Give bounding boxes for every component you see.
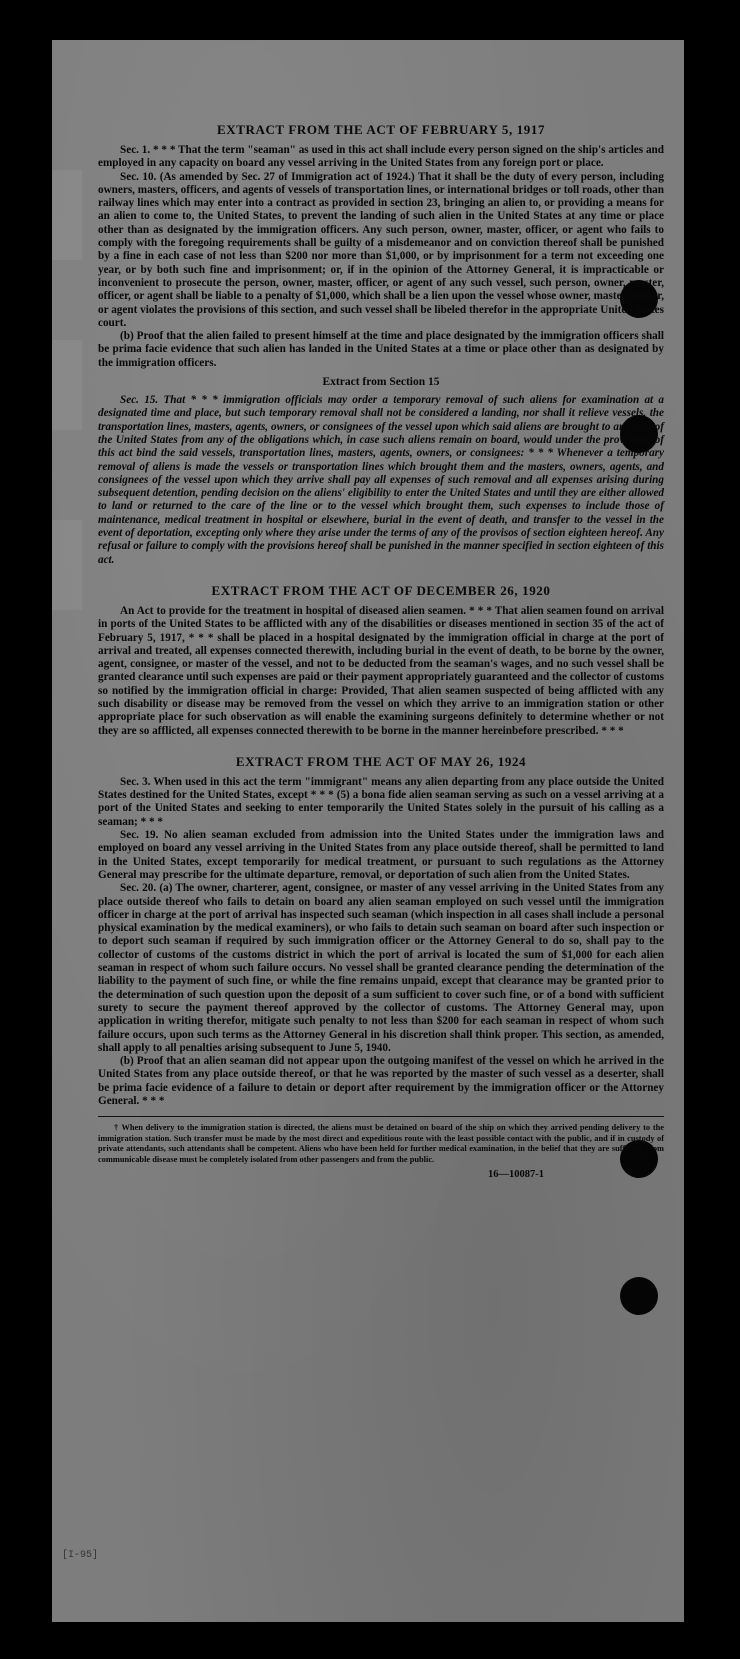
paragraph: Sec. 20. (a) The owner, charterer, agent, consignee, or master of any vessel arriving in the United States from any place outside thereof who fails to detain on board any alien seaman employed on such vessel until the immigration officer in charge at the port of arrival has inspected such seaman (which inspection in all cases shall include a personal physical examination by the medical examiners), or who fails to detain such seaman on board after such inspection or to deport such seaman if required by such immigration officer or the Attorney General to do so, shall pay to the collector of customs of the customs district in which the port of arrival is located the sum of $1,000 for each alien seaman in respect of whom such failure occurs. No vessel shall be granted clearance pending the determination of the liability to the payment of such fine, or while the fine remains unpaid, except that clearance may be granted prior to the determination of such question upon the deposit of a sum sufficient to cover such fine, or of a bond with sufficient surety to secure the payment thereof approved by the collector of customs. The Attorney General may, upon application in writing therefor, mitigate such penalty to not less than $200 for each seaman in respect of whom such failure occurs, upon such terms as the Attorney General in his discretion shall think proper. This section, as amended, shall apply to all penalties arising subsequent to June 5, 1940. [98, 882, 664, 1054]
punch-hole [620, 1277, 658, 1315]
paragraph: (b) Proof that an alien seaman did not appear upon the outgoing manifest of the vessel on which he arrived in the United States from any place outside thereof, or that he was reported by the master of such vessel as a deserter, shall be prima facie evidence of a failure to detain or deport after requirement by the immigration officer or the Attorney General. * * * [98, 1055, 664, 1107]
section-heading: EXTRACT FROM THE ACT OF MAY 26, 1924 [235, 753, 527, 769]
paragraph: Sec. 10. (As amended by Sec. 27 of Immigration act of 1924.) That it shall be the duty of every person, including owners, masters, officers, and agents of vessels of transportation lines, or international bridges or toll roads, other than railway lines which may enter into a contract as provided in section 23, bringing an alien to, or providing a means for an alien to come to, the United States, to prevent the landing of such alien in the United States at any time or place other than as designated by the immigration officers. Any such person, owner, master, officer, or agent who fails to comply with the foregoing requirements shall be guilty of a misdemeanor and on conviction thereof shall be punished by a fine in each case of not less than $200 nor more than $1,000, or by imprisonment for a term not exceeding one year, or by both such fine and imprisonment; or, if in the opinion of the Attorney General, it is impracticable or inconvenient to prosecute the person, owner, master, officer, or agent of any such vessel, such person, owner, master, officer, or agent shall be liable to a penalty of $1,000, which shall be a lien upon the vessel whose owner, master, officer, or agent violates the provisions of this section, and such vessel shall be libeled therefor in the appropriate United States court. [98, 170, 664, 329]
paragraph: Sec. 19. No alien seaman excluded from admission into the United States under the immigration laws and employed on board any vessel arriving in the United States from any place outside thereof, shall be permitted to land in the United States, except temporarily for medical treatment, or pursuant to such regulations as the Attorney General may prescribe for the ultimate departure, removal, or deportation of such alien from the United States. [98, 829, 664, 881]
document-text [98, 122, 664, 1180]
paragraph: (b) Proof that the alien failed to present himself at the time and place designated by the immigration officers shall be prima facie evidence that such alien has landed in the United States at a time or place other than as designated by the immigration officers. [98, 330, 664, 369]
document-page [52, 40, 684, 1622]
binding-tab [52, 170, 82, 260]
footnote-divider [98, 1116, 664, 1117]
binding-tab [52, 340, 82, 430]
form-number: 16—10087-1 [488, 1168, 544, 1180]
binding-tab [52, 520, 82, 610]
section-heading: EXTRACT FROM THE ACT OF FEBRUARY 5, 1917 [216, 122, 546, 137]
paragraph: Sec. 3. When used in this act the term "immigrant" means any alien departing from any place outside the United States destined for the United States, except * * * (5) a bona fide alien seaman serving as such on a vessel arriving at a port of the United States and seeking to enter temporarily the United States solely in the pursuit of his calling as a seaman; * * * [98, 775, 664, 828]
corner-stamp: [I-95] [62, 1550, 99, 1561]
section-heading: EXTRACT FROM THE ACT OF DECEMBER 26, 1920 [211, 582, 551, 598]
section-heading: Extract from Section 15 [322, 376, 440, 389]
paragraph: An Act to provide for the treatment in hospital of diseased alien seamen. * * * That alien seamen found on arrival in ports of the United States to be afflicted with any of the disabilities or diseases mentioned in section 35 of the act of February 5, 1917, * * * shall be placed in a hospital designated by the immigration official in charge at the port of arrival and treated, all expenses connected therewith, including burial in the event of death, to be borne by the owner, agent, consignee, or master of the vessel, and not to be deducted from the seaman's wages, and no such vessel shall be granted clearance until such expenses are paid or their payment appropriately guaranteed and the collector of customs so notified by the immigration official in charge: Provided, That alien seamen suspected of being afflicted with any such disability or disease may be removed from the vessel on which they arrive to an immigration station or other appropriate place for such observation as will enable the examining surgeons definitely to determine whether or not they are so afflicted, all expenses connected therewith to be borne in the manner hereinbefore prescribed. * * * [98, 604, 664, 737]
paragraph: Sec. 15. That * * * immigration officials may order a temporary removal of such aliens for examination at a designated time and place, but such temporary removal shall not be considered a landing, nor shall it relieve vessels, the transportation lines, masters, agents, owners, or consignees of the vessel upon which said aliens are brought to any port of the United States from any of the obligations which, in case such aliens remain on board, would under the provisions of this act bind the said vessels, transportation lines, masters, agents, owners, or consignees: * * * Whenever a temporary removal of aliens is made the vessels or transportation lines which brought them and the masters, owners, agents, and consignees of the vessel upon which they arrive shall pay all expenses of such removal and all expenses arising during subsequent detention, pending decision on the aliens' eligibility to enter the United States and until they are either allowed to land or returned to the care of the line or to the vessel which brought them, such expenses to include those of maintenance, medical treatment in hospital or elsewhere, burial in the event of death, and transfer to the vessel in the event of deportation, excepting only where they arise under the terms of any of the provisos of section eighteen hereof. Any refusal or failure to comply with the provisions hereof shall be punished in the manner specified in section eighteen of this act. [98, 394, 664, 566]
footnote: † When delivery to the immigration station is directed, the aliens must be detained on board of the ship on which they arrived pending delivery to the immigration station. Such transfer must be made by the most direct and expeditious route with the least possible contact with the public, and if in custody of private attendants, such attendants shall be competent. Aliens who have been held for further medical examination, in the belief that they are suffering from communicable disease must be completely isolated from other passengers and from the public. [98, 1123, 664, 1164]
paragraph: Sec. 1. * * * That the term "seaman" as used in this act shall include every person signed on the ship's articles and employed in any capacity on board any vessel arriving in the United States from any foreign port or place. [98, 144, 664, 170]
